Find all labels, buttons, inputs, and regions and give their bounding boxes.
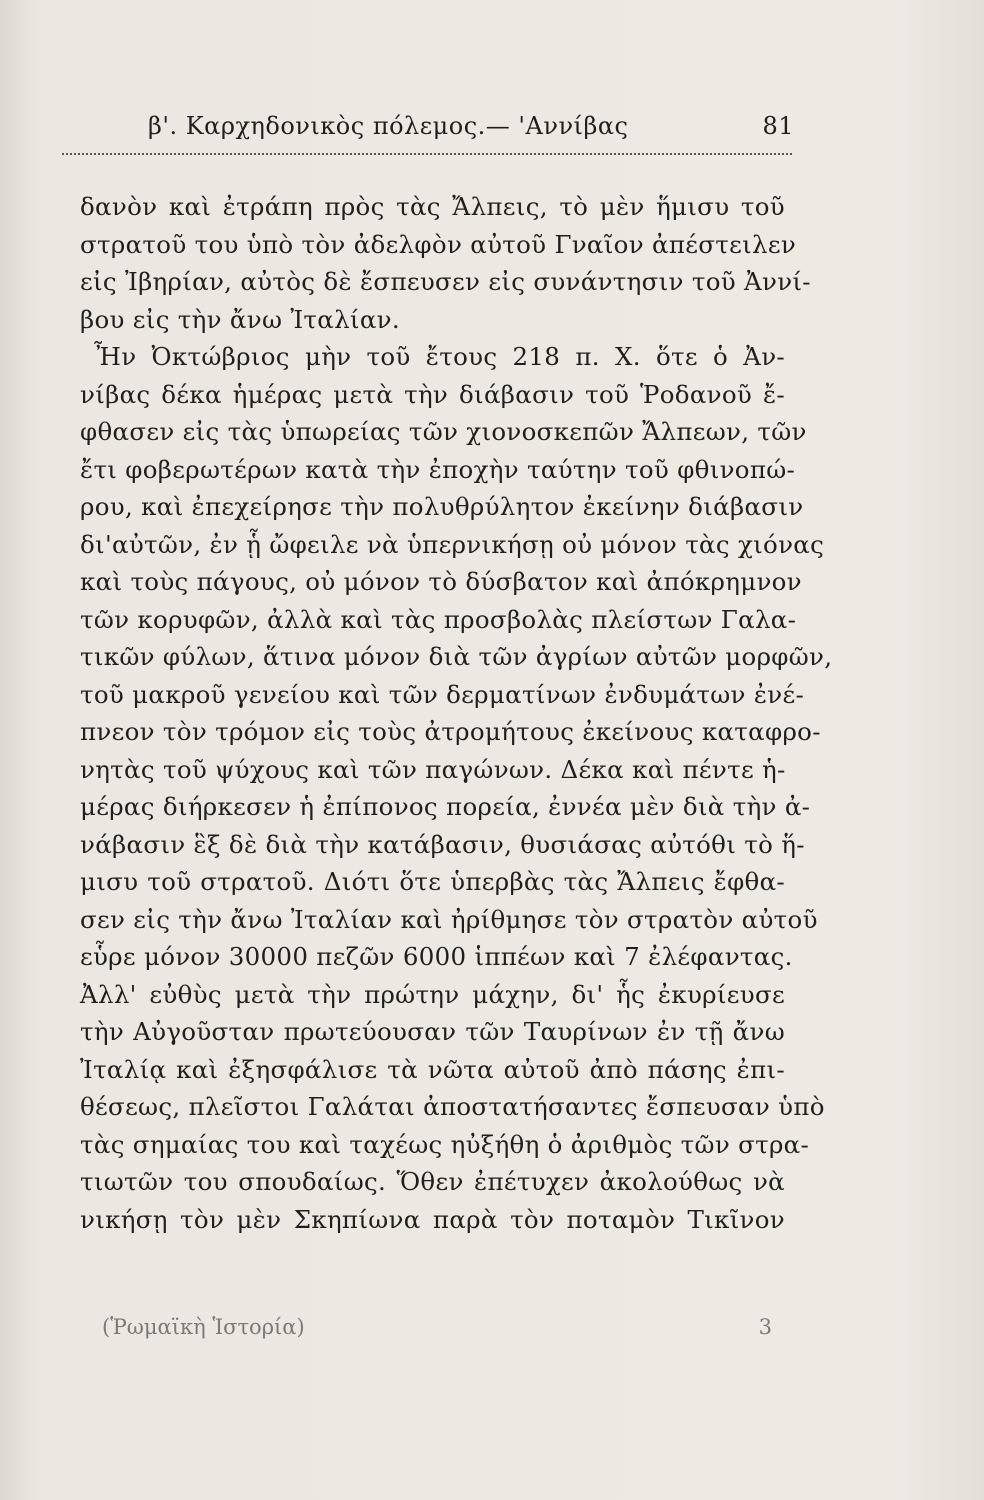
page-number: 81 xyxy=(762,112,794,140)
text-line: δι'αὐτῶν, ἐν ᾗ ὤφειλε νὰ ὑπερνικήσῃ οὐ μόνον τὰς χιόνας xyxy=(80,529,825,559)
chapter-title: β'. Καρχηδονικὸς πόλεμος.— 'Αννίβας xyxy=(148,112,629,140)
text-line: Ἰταλίᾳ καὶ ἐξησφάλισε τὰ νῶτα αὐτοῦ ἀπὸ πάσης ἐπι- xyxy=(80,1054,785,1084)
text-line: νητὰς τοῦ ψύχους καὶ τῶν παγώνων. Δέκα καὶ πέντε ἡ- xyxy=(80,754,786,784)
text-line: νικήσῃ τὸν μὲν Σκηπίωνα παρὰ τὸν ποταμὸν Τικῖνον xyxy=(80,1204,785,1234)
text-line: Ἀλλ' εὐθὺς μετὰ τὴν πρώτην μάχην, δι' ἧς ἐκυρίευσε xyxy=(80,979,785,1009)
text-line: δανὸν καὶ ἐτράπη πρὸς τὰς Ἄλπεις, τὸ μὲν ἥμισυ τοῦ xyxy=(80,192,785,221)
text-line: νάβασιν ἓξ δὲ διὰ τὴν κατάβασιν, θυσιάσας αὐτόθι τὸ ἥ- xyxy=(80,829,805,859)
sheet-number: 3 xyxy=(758,1315,772,1339)
text-line: μισυ τοῦ στρατοῦ. Διότι ὅτε ὑπερβὰς τὰς Ἄλπεις ἔφθα- xyxy=(80,867,785,896)
text-line: νίβας δέκα ἡμέρας μετὰ τὴν διάβασιν τοῦ Ῥοδανοῦ ἔ- xyxy=(80,379,785,409)
text-line: εἰς Ἰβηρίαν, αὐτὸς δὲ ἔσπευσεν εἰς συνάντησιν τοῦ Ἀννί- xyxy=(80,267,811,296)
text-line: ρου, καὶ ἐπεχείρησε τὴν πολυθρύλητον ἐκείνην διάβασιν xyxy=(80,492,804,521)
text-line: μέρας διήρκεσεν ἡ ἐπίπονος πορεία, ἐννέα μὲν διὰ τὴν ἀ- xyxy=(80,792,811,821)
text-line: σεν εἰς τὴν ἄνω Ἰταλίαν καὶ ἠρίθμησε τὸν στρατὸν αὐτοῦ xyxy=(80,904,818,934)
text-line: τιωτῶν του σπουδαίως. Ὅθεν ἐπέτυχεν ἀκολούθως νὰ xyxy=(80,1167,785,1196)
text-line: τὴν Αὐγοῦσταν πρωτεύουσαν τῶν Ταυρίνων ἐν τῇ ἄνω xyxy=(80,1017,785,1046)
text-line: τικῶν φύλων, ἅτινα μόνον διὰ τῶν ἀγρίων αὐτῶν μορφῶν, xyxy=(80,642,833,671)
text-line: Ἦν Ὀκτώβριος μὴν τοῦ ἔτους 218 π. Χ. ὅτε ὁ Ἀν- xyxy=(94,342,785,371)
text-line: καὶ τοὺς πάγους, οὐ μόνον τὸ δύσβατον καὶ ἀπόκρημνον xyxy=(80,567,802,596)
page-footer xyxy=(102,1315,772,1339)
text-line: τοῦ μακροῦ γενείου καὶ τῶν δερματίνων ἐνδυμάτων ἐνέ- xyxy=(80,679,805,709)
running-header xyxy=(80,112,806,152)
text-line: φθασεν εἰς τὰς ὑπωρείας τῶν χιονοσκεπῶν Ἄλπεων, τῶν xyxy=(80,417,807,446)
text-line: ἔτι φοβερωτέρων κατὰ τὴν ἐποχὴν ταύτην τοῦ φθινοπώ- xyxy=(80,454,796,484)
text-line: τῶν κορυφῶν, ἀλλὰ καὶ τὰς προσβολὰς πλείστων Γαλα- xyxy=(80,604,797,634)
signature-mark: (Ῥωμαϊκὴ Ἱστορία) xyxy=(102,1315,305,1339)
text-line: πνεον τὸν τρόμον εἰς τοὺς ἀτρομήτους ἐκείνους καταφρο- xyxy=(80,717,821,746)
body-text xyxy=(80,188,833,1238)
text-line: εὗρε μόνον 30000 πεζῶν 6000 ἱππέων καὶ 7 ἐλέφαντας. xyxy=(80,942,793,971)
text-line: θέσεως, πλεῖστοι Γαλάται ἀποστατήσαντες ἔσπευσαν ὑπὸ xyxy=(80,1092,825,1121)
text-line: στρατοῦ του ὑπὸ τὸν ἀδελφὸν αὐτοῦ Γναῖον ἀπέστειλεν xyxy=(80,229,797,259)
header-dotted-rule xyxy=(62,153,792,155)
text-line: βου εἰς τὴν ἄνω Ἰταλίαν. xyxy=(80,304,400,334)
text-line: τὰς σημαίας του καὶ ταχέως ηὐξήθη ὁ ἀριθμὸς τῶν στρα- xyxy=(80,1129,810,1159)
